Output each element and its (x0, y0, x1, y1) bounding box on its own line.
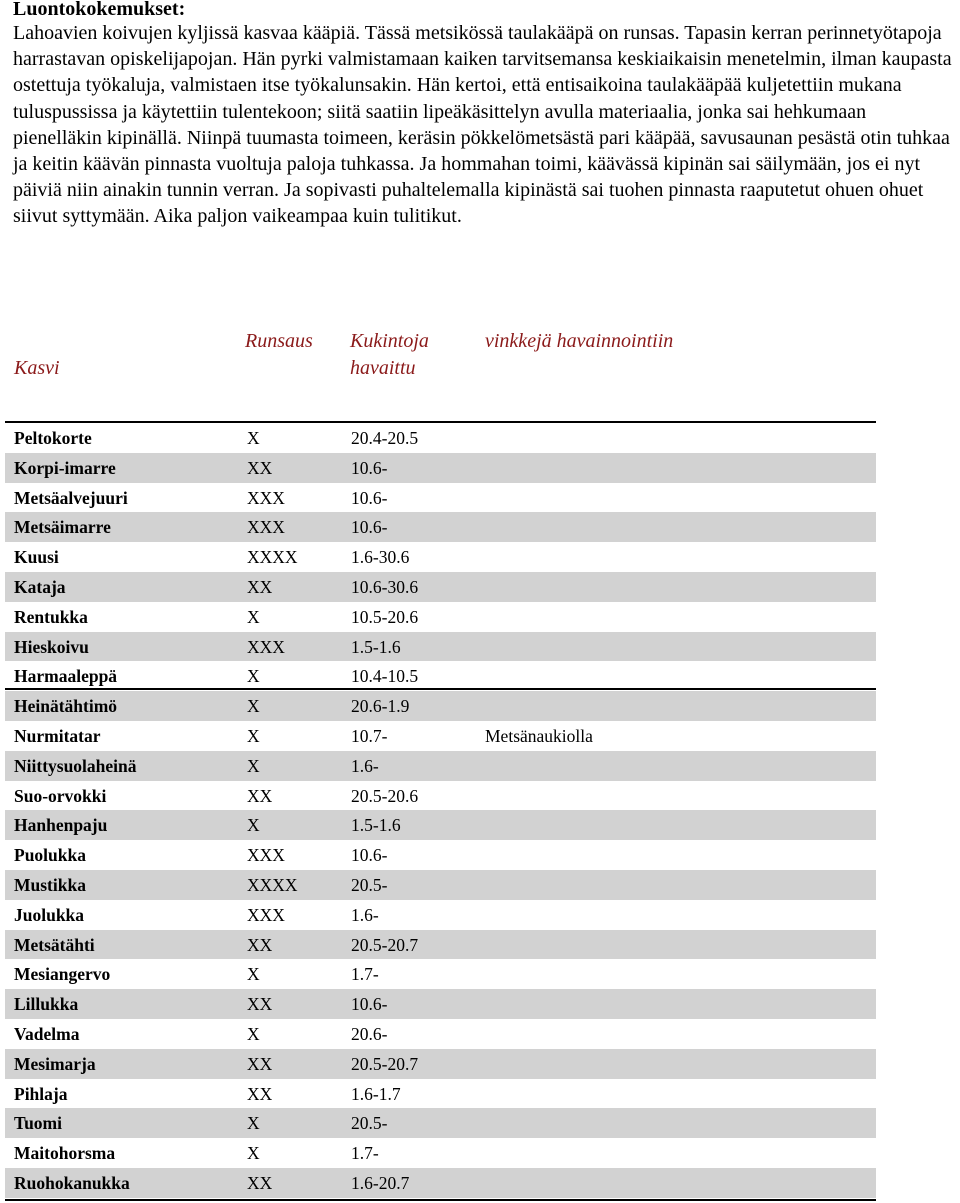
table-row (5, 542, 876, 572)
bloom-dates: 1.6- (351, 904, 379, 925)
plant-name: Mesimarja (14, 1053, 96, 1074)
plant-name: Suo-orvokki (14, 785, 107, 806)
plant-name: Ruohokanukka (14, 1172, 130, 1193)
table-row (5, 483, 876, 513)
bloom-dates: 1.6- (351, 755, 379, 776)
plant-name: Juolukka (14, 904, 85, 925)
abundance-value: XX (247, 1053, 273, 1074)
plant-name: Rentukka (14, 606, 88, 627)
bloom-dates: 1.5-1.6 (351, 815, 401, 836)
table-row (5, 1019, 876, 1049)
abundance-value: X (247, 1143, 260, 1164)
table-row (5, 572, 876, 602)
table-row (5, 840, 876, 870)
plant-name: Niittysuolaheinä (14, 755, 137, 776)
table-body (5, 423, 876, 1198)
abundance-value: XXXX (247, 547, 298, 568)
abundance-value: XX (247, 1172, 273, 1193)
header-abundance: Runsaus (245, 330, 313, 352)
bloom-dates: 20.4-20.5 (351, 428, 419, 448)
plant-name: Puolukka (14, 845, 86, 866)
bloom-dates: 1.7- (351, 1143, 379, 1164)
bloom-dates: 20.6-1.9 (351, 696, 410, 717)
plant-name: Vadelma (14, 1023, 80, 1044)
abundance-value: XX (247, 934, 273, 955)
plant-name: Hieskoivu (14, 636, 89, 657)
plant-name: Nurmitatar (14, 725, 101, 746)
table-row (5, 810, 876, 840)
bloom-dates: 10.6- (351, 457, 388, 478)
bloom-dates: 10.6- (351, 845, 388, 866)
table-bottom-rule (5, 1199, 876, 1201)
abundance-value: X (247, 666, 260, 687)
bloom-dates: 10.7- (351, 725, 388, 746)
bloom-dates: 20.6- (351, 1023, 388, 1044)
abundance-value: X (247, 1113, 260, 1134)
plant-name: Tuomi (14, 1113, 62, 1134)
bloom-dates: 20.5-20.7 (351, 1053, 419, 1074)
abundance-value: XX (247, 994, 273, 1015)
table-row (5, 900, 876, 930)
table-row (5, 632, 876, 662)
table-row (5, 1168, 876, 1198)
abundance-value: X (247, 428, 260, 448)
plant-name: Harmaaleppä (14, 666, 118, 687)
abundance-value: X (247, 964, 260, 985)
bloom-dates: 20.5- (351, 874, 388, 895)
plant-name: Kuusi (14, 547, 59, 568)
bloom-dates: 10.6- (351, 517, 388, 538)
table-row (5, 781, 876, 811)
abundance-value: XXX (247, 904, 285, 925)
plant-name: Mustikka (14, 874, 86, 895)
abundance-value: X (247, 725, 260, 746)
story-paragraph: Lahoavien koivujen kyljissä kasvaa kääpiä. Tässä metsikössä taulakääpä on runsas. Tapasin kerran perinnetyötapoja harrastavan opiskelijapojan. Hän pyrki valmistamaan kaiken tarvitsemansa keskiaikaisin menetelmin, ilman kaupasta ostettuja työkaluja, valmistaen itse työkalunsakin. Hän kertoi, että entisaikoina taulakääpää kuljetettiin mukana tuluspussissa ja käytettiin tulentekoon; siitä saatiin lipeäkäsittelyn avulla materiaalia, jonka sai hehkumaan pienelläkin kipinällä. Niinpä tuumasta toimeen, keräsin pökkelömetsästä pari kääpää, savusaunan pesästä otin tuhkaa ja keitin käävän pinnasta vuoltuja paloja tuhkassa. Ja hommahan toimi, käävässä kipinän sai säilymään, jos ei nyt päiviä niin ainakin tunnin verran. Ja sopivasti puhaltelemalla kipinästä sai tuohen pinnasta raaputetut ohuen ohuet siivut syttymään. Aika paljon vaikeampaa kuin tulitikut. (13, 22, 952, 228)
plant-name: Pihlaja (14, 1083, 68, 1104)
table-row (5, 1049, 876, 1079)
table-row (5, 661, 876, 691)
plant-name: Metsäimarre (14, 517, 111, 538)
abundance-value: X (247, 815, 260, 836)
plant-name: Mesiangervo (14, 964, 111, 985)
section-heading: Luontokokemukset: (13, 0, 186, 20)
header-plant: Kasvi (14, 357, 60, 379)
observation-tip: Metsänaukiolla (485, 725, 593, 746)
plant-name: Metsätähti (14, 934, 95, 955)
abundance-value: XX (247, 576, 273, 597)
table-row (5, 751, 876, 781)
bloom-dates: 20.5-20.6 (351, 785, 419, 806)
bloom-dates: 1.7- (351, 964, 379, 985)
plant-name: Heinätähtimö (14, 696, 118, 717)
table-row (5, 989, 876, 1019)
bloom-dates: 10.4-10.5 (351, 666, 419, 687)
bloom-dates: 10.5-20.6 (351, 606, 419, 627)
bloom-dates: 1.6-20.7 (351, 1172, 410, 1193)
abundance-value: XX (247, 785, 273, 806)
bloom-dates: 20.5- (351, 1113, 388, 1134)
table-row (5, 721, 876, 751)
bloom-dates: 1.6-1.7 (351, 1083, 401, 1104)
table-row (5, 602, 876, 632)
table-row (5, 453, 876, 483)
plant-name: Kataja (14, 576, 66, 597)
abundance-value: XXX (247, 636, 285, 657)
bloom-dates: 10.6- (351, 994, 388, 1015)
bloom-dates: 10.6- (351, 487, 388, 508)
table-row (5, 1108, 876, 1138)
plant-name: Metsäalvejuuri (14, 487, 128, 508)
plant-name: Korpi-imarre (14, 457, 116, 478)
abundance-value: XXX (247, 517, 285, 538)
bloom-dates: 1.5-1.6 (351, 636, 401, 657)
abundance-value: XX (247, 1083, 273, 1104)
header-tips: vinkkejä havainnointiin (485, 330, 674, 352)
header-bloom-line2: havaittu (350, 357, 416, 379)
bloom-dates: 1.6-30.6 (351, 547, 410, 568)
table-row (5, 959, 876, 989)
abundance-value: X (247, 606, 260, 627)
plant-name: Peltokorte (14, 428, 92, 448)
plant-name: Hanhenpaju (14, 815, 108, 836)
table-row (5, 870, 876, 900)
bloom-dates: 20.5-20.7 (351, 934, 419, 955)
header-bloom-line1: Kukintoja (350, 330, 429, 352)
table-row (5, 691, 876, 721)
table-row (5, 1079, 876, 1109)
abundance-value: XXX (247, 845, 285, 866)
abundance-value: XXX (247, 487, 285, 508)
abundance-value: XXXX (247, 874, 298, 895)
table-row (5, 930, 876, 960)
abundance-value: X (247, 755, 260, 776)
plant-name: Maitohorsma (14, 1143, 116, 1164)
abundance-value: X (247, 696, 260, 717)
plant-name: Lillukka (14, 994, 79, 1015)
abundance-value: XX (247, 457, 273, 478)
abundance-value: X (247, 1023, 260, 1044)
table-row (5, 423, 876, 453)
bloom-dates: 10.6-30.6 (351, 576, 419, 597)
table-row (5, 1138, 876, 1168)
table-row (5, 512, 876, 542)
